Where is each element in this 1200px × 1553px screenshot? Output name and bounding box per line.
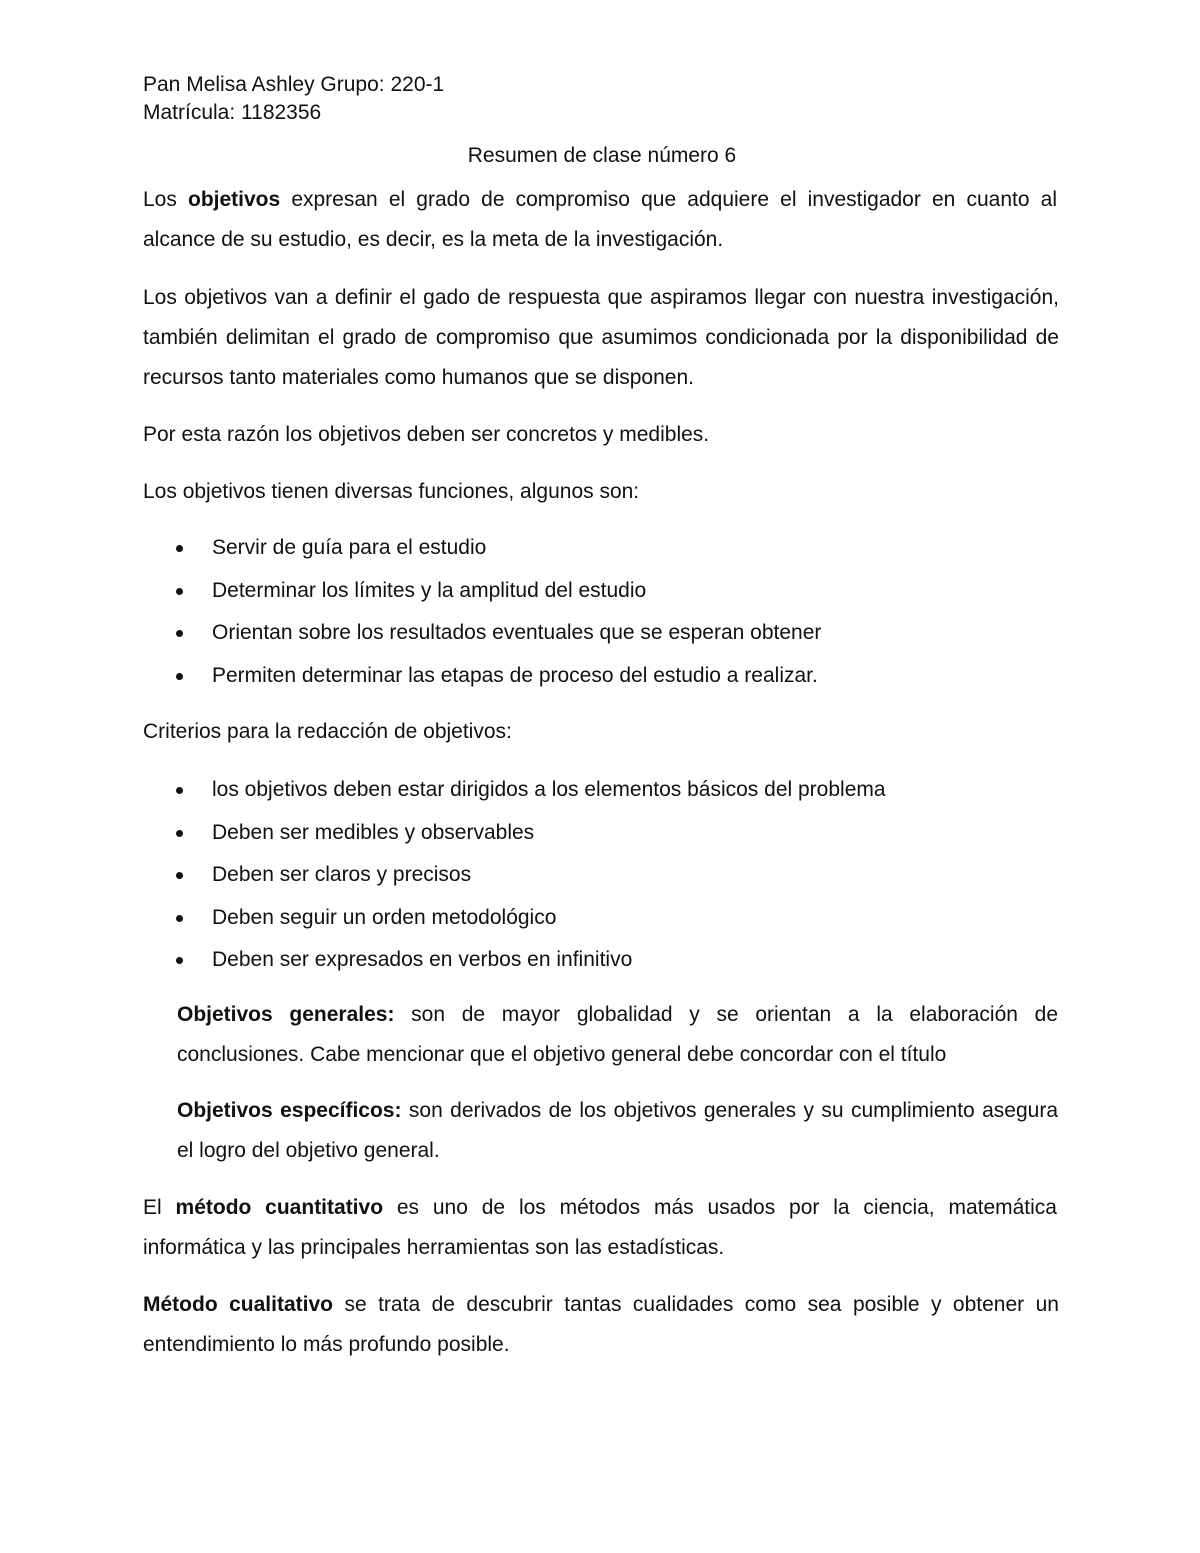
list-item-text: Servir de guía para el estudio	[212, 536, 487, 559]
bullet-icon	[176, 830, 183, 837]
bullet-icon	[176, 588, 183, 595]
paragraph-criterios-intro: Criterios para la redacción de objetivos:	[143, 720, 512, 743]
paragraph-objetivos	[143, 180, 1057, 260]
paragraph-objetivos-generales	[177, 995, 1058, 1075]
paragraph-text: es uno de los métodos más usados por la ciencia, matemática informática y las principales herramientas son las estadísticas.	[143, 1196, 1057, 1259]
bold-term: Objetivos específicos:	[177, 1099, 402, 1122]
list-item-text: Deben seguir un orden metodológico	[212, 905, 557, 929]
bullet-icon	[176, 957, 183, 964]
paragraph-text: se trata de descubrir tantas cualidades como sea posible y obtener un entendimiento lo más profundo posible.	[143, 1293, 1059, 1356]
paragraph-text: son derivados de los objetivos generales y su cumplimiento asegura el logro del objetivo general.	[177, 1099, 1058, 1162]
list-item	[143, 812, 1061, 855]
list-item-text: Orientan sobre los resultados eventuales que se esperan obtener	[212, 621, 822, 644]
paragraph-text: expresan el grado de compromiso que adquiere el investigador en cuanto al alcance de su estudio, es decir, es la meta de la investigación.	[143, 188, 1057, 251]
list-item-text: Deben ser claros y precisos	[212, 863, 472, 886]
list-item-text: Deben ser expresados en verbos en infinitivo	[212, 948, 633, 971]
paragraph-metodo-cualitativo	[143, 1285, 1059, 1365]
list-item-text: Permiten determinar las etapas de proceso del estudio a realizar.	[212, 663, 818, 687]
paragraph-text: son de mayor globalidad y se orientan a la elaboración de conclusiones. Cabe mencionar que el objetivo general debe concordar con el título	[177, 1003, 1058, 1066]
bullet-icon	[176, 915, 183, 922]
matricula-line: Matrícula: 1182356	[143, 101, 322, 124]
author-line: Pan Melisa Ashley Grupo: 220-1	[143, 73, 445, 96]
bold-term: objetivos	[188, 188, 281, 211]
list-item-text: Determinar los límites y la amplitud del estudio	[212, 578, 647, 602]
bullet-icon	[176, 673, 183, 680]
criteria-list	[143, 769, 1061, 982]
paragraph-funciones-intro: Los objetivos tienen diversas funciones, algunos son:	[143, 480, 640, 503]
list-item	[143, 527, 1061, 570]
functions-list	[143, 527, 1061, 697]
paragraph-razon: Por esta razón los objetivos deben ser concretos y medibles.	[143, 423, 710, 446]
bold-term: Objetivos generales:	[177, 1003, 395, 1026]
paragraph-definicion: Los objetivos van a definir el gado de respuesta que aspiramos llegar con nuestra investigación, también delimitan el grado de compromiso que asumimos condicionada por la disponibilidad de recursos tanto materiales como humanos que se disponen.	[143, 286, 1059, 389]
list-item	[143, 655, 1061, 698]
list-item-text: Deben ser medibles y observables	[212, 820, 535, 844]
paragraph-text: El	[143, 1196, 176, 1219]
document-title: Resumen de clase número 6	[467, 144, 737, 167]
paragraph-text: Los	[143, 188, 188, 211]
paragraph-objetivos-especificos	[177, 1091, 1058, 1171]
bullet-icon	[176, 545, 183, 552]
bullet-icon	[176, 787, 183, 794]
list-item	[143, 897, 1061, 940]
bold-term: método cuantitativo	[175, 1196, 384, 1219]
list-item	[143, 612, 1061, 655]
list-item	[143, 939, 1061, 982]
list-item	[143, 570, 1061, 613]
bullet-icon	[176, 630, 183, 637]
list-item-text: los objetivos deben estar dirigidos a los elementos básicos del problema	[212, 778, 886, 801]
list-item	[143, 854, 1061, 897]
bold-term: Método cualitativo	[143, 1293, 333, 1316]
bullet-icon	[176, 872, 183, 879]
list-item	[143, 769, 1061, 812]
paragraph-metodo-cuantitativo	[143, 1188, 1057, 1268]
